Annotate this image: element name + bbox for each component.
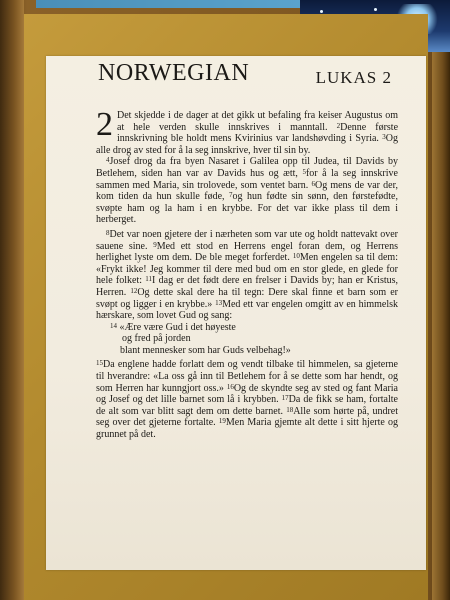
verse-3: Og alle drog av sted for å la seg innskrive, hver til sin by. — [96, 133, 399, 156]
verse-9: Med ett stod en Herrens engel foran dem, og Herrens herlighet lyste om dem. De ble meget forferdet. — [96, 240, 398, 264]
verse-7: og hun fødte sin sønn, den førstefødte, svøpte ham og la ham i en krybbe. For det var ikke plass til dem i herberget. — [96, 191, 398, 226]
verse-17: Da de fikk se ham, fortalte de alt som var blitt sagt dem om dette barnet. — [96, 394, 398, 417]
verse-8: Det var noen gjetere der i nærheten som var ute og holdt nattevakt over sauene sine. — [96, 228, 398, 252]
verse-number: 18 — [286, 405, 294, 414]
verse-12: Og dette skal dere ha til tegn: Dere skal finne et barn som er svøpt og ligger i en krybbe.» — [96, 286, 399, 310]
document-page — [72, 58, 402, 566]
verse-1: Det skjedde i de dager at det gikk ut befaling fra keiser Augustus om at hele verden skulle innskrives i manntall. — [117, 110, 398, 133]
page-header — [72, 60, 402, 96]
verse-text — [72, 106, 402, 441]
verse-number: 6 — [311, 179, 315, 188]
poster-star — [374, 8, 377, 11]
verse-block-4 — [96, 359, 398, 440]
frame-right-edge — [432, 0, 450, 600]
poster-star — [320, 10, 323, 13]
verse-number: 14 — [110, 321, 117, 330]
verse-6: Og mens de var der, kom tiden da hun skulle føde, — [96, 179, 398, 203]
verse-number: 15 — [96, 359, 103, 368]
verse-number: 17 — [281, 394, 289, 403]
verse-16: Og de skyndte seg av sted og fant Maria og Josef og det lille barnet som lå i krybben. — [96, 382, 398, 406]
verse-2: Denne første innskrivning ble holdt mens Kvirinius var landshøvding i Syria. — [117, 121, 399, 145]
verse-number: 2 — [336, 121, 341, 130]
verse-block-1 — [96, 106, 399, 156]
verse-18: Alle som hørte på, undret seg over det gjeterne fortalte. — [96, 405, 398, 429]
verse-number: 19 — [218, 417, 226, 426]
book-chapter-title: LUKAS 2 — [315, 68, 392, 87]
frame-left-edge — [0, 0, 24, 600]
language-title: NORWEGIAN — [98, 60, 250, 86]
verse-number: 3 — [382, 133, 386, 142]
verse-number: 7 — [229, 191, 233, 200]
poetry-line-1-text: «Ære være Gud i det høyeste — [119, 321, 236, 333]
poetry-line-3: blant mennesker som har Guds velbehag!» — [120, 344, 291, 356]
verse-number: 4 — [106, 156, 110, 165]
verse-15: Da englene hadde forlatt dem og vendt tilbake til himmelen, sa gjeterne til hverandre: «La oss gå inn til Betlehem for å se dette som har hendt, og som Herren har kunngjort oss.» — [96, 359, 398, 394]
verse-10: Men engelen sa til dem: «Frykt ikke! Jeg kommer til dere med bud om en stor glede, en glede for hele folket: — [96, 252, 398, 287]
verse-number: 12 — [130, 286, 138, 295]
verse-number: 16 — [226, 382, 234, 391]
verse-19: Men Maria gjemte alt dette i sitt hjerte og grunnet på det. — [96, 417, 399, 441]
verse-13: Med ett var engelen omgitt av en himmelsk hærskare, som lovet Gud og sang: — [96, 298, 399, 322]
verse-4: Josef drog da fra byen Nasaret i Galilea opp til Judea, til Davids by Betlehem, siden han var av Davids hus og ætt, — [96, 156, 398, 179]
chapter-number: 2 — [96, 106, 113, 143]
verse-number: 11 — [145, 275, 153, 284]
verse-14-poetry — [96, 322, 398, 357]
poetry-line-1 — [110, 322, 398, 334]
verse-number: 13 — [215, 298, 223, 307]
verse-11: I dag er det født dere en frelser i Davids by; han er Kristus, Herren. — [96, 275, 399, 298]
verse-number: 8 — [106, 228, 110, 237]
verse-block-3 — [96, 229, 398, 322]
verse-5: for å la seg innskrive sammen med Maria, sin trolovede, som ventet barn. — [96, 167, 398, 191]
verse-number: 10 — [292, 252, 300, 261]
verse-block-2 — [96, 156, 398, 226]
verse-number: 9 — [153, 240, 157, 249]
blue-strip — [36, 0, 300, 8]
verse-number: 5 — [302, 167, 306, 176]
poetry-line-2: og fred på jorden — [122, 333, 191, 345]
